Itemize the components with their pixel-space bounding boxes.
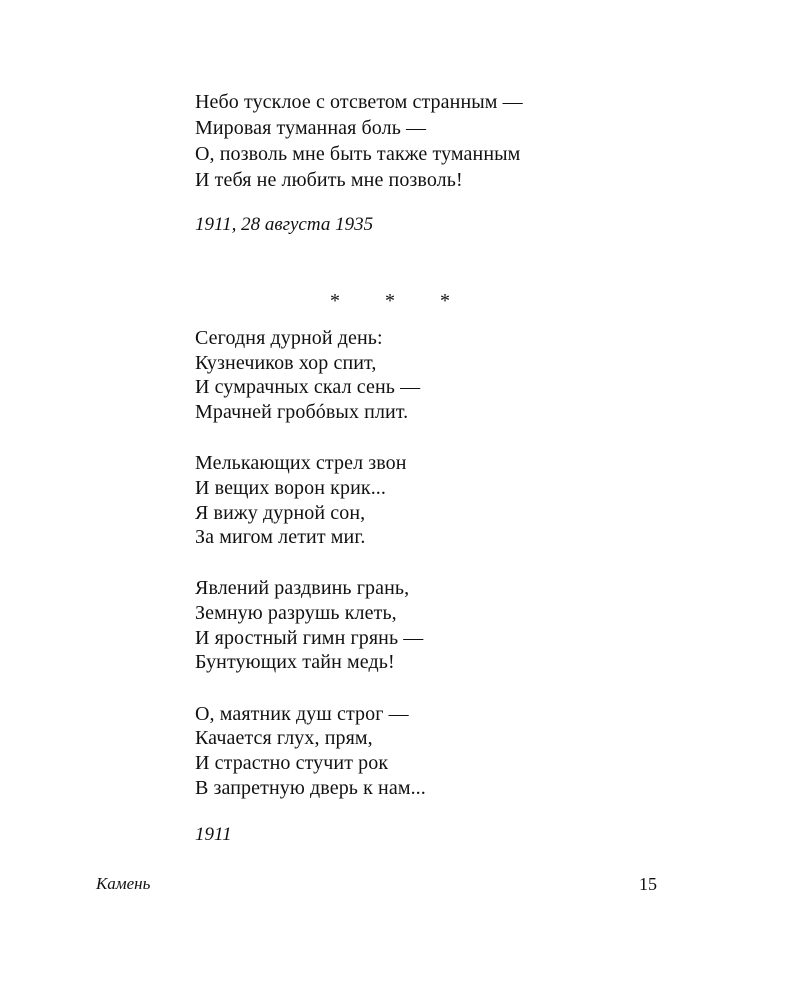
poem2-line-3: И сумрачных скал сень —: [195, 376, 421, 398]
poem1-line-1: Небо тусклое с отсветом странным —: [195, 91, 523, 113]
poem2-line-8: За мигом летит миг.: [195, 526, 366, 548]
poem2-line-12: Бунтующих тайн медь!: [195, 651, 395, 673]
poem2-line-7: Я вижу дурной сон,: [195, 502, 366, 524]
poem2-line-11: И яростный гимн грянь —: [195, 627, 424, 649]
poem2-line-9: Явлений раздвинь грань,: [195, 577, 410, 599]
poem2-line-4: Мрачней гробóвых плит.: [195, 401, 409, 423]
poem2-date: 1911: [195, 824, 232, 845]
poem1-line-3: О, позволь мне быть также туманным: [195, 143, 521, 165]
poem2-line-10: Земную разрушь клеть,: [195, 602, 397, 624]
poem2-line-16: В запретную дверь к нам...: [195, 777, 426, 799]
poem2-line-1: Сегодня дурной день:: [195, 327, 383, 349]
poem2-line-15: И страстно стучит рок: [195, 752, 389, 774]
poem1-line-2: Мировая туманная боль —: [195, 117, 427, 139]
poem1-line-4: И тебя не любить мне позволь!: [195, 169, 463, 191]
poem2-line-2: Кузнечиков хор спит,: [195, 352, 377, 374]
poem2-line-5: Мелькающих стрел звон: [195, 452, 407, 474]
section-separator: * * *: [330, 290, 470, 312]
poem2-line-14: Качается глух, прям,: [195, 727, 373, 749]
poem2-line-6: И вещих ворон крик...: [195, 477, 386, 499]
poem1-date: 1911, 28 августа 1935: [195, 214, 374, 235]
running-footer-title: Камень: [96, 874, 151, 893]
poem2-line-13: О, маятник душ строг —: [195, 703, 409, 725]
page-number: 15: [639, 874, 657, 894]
